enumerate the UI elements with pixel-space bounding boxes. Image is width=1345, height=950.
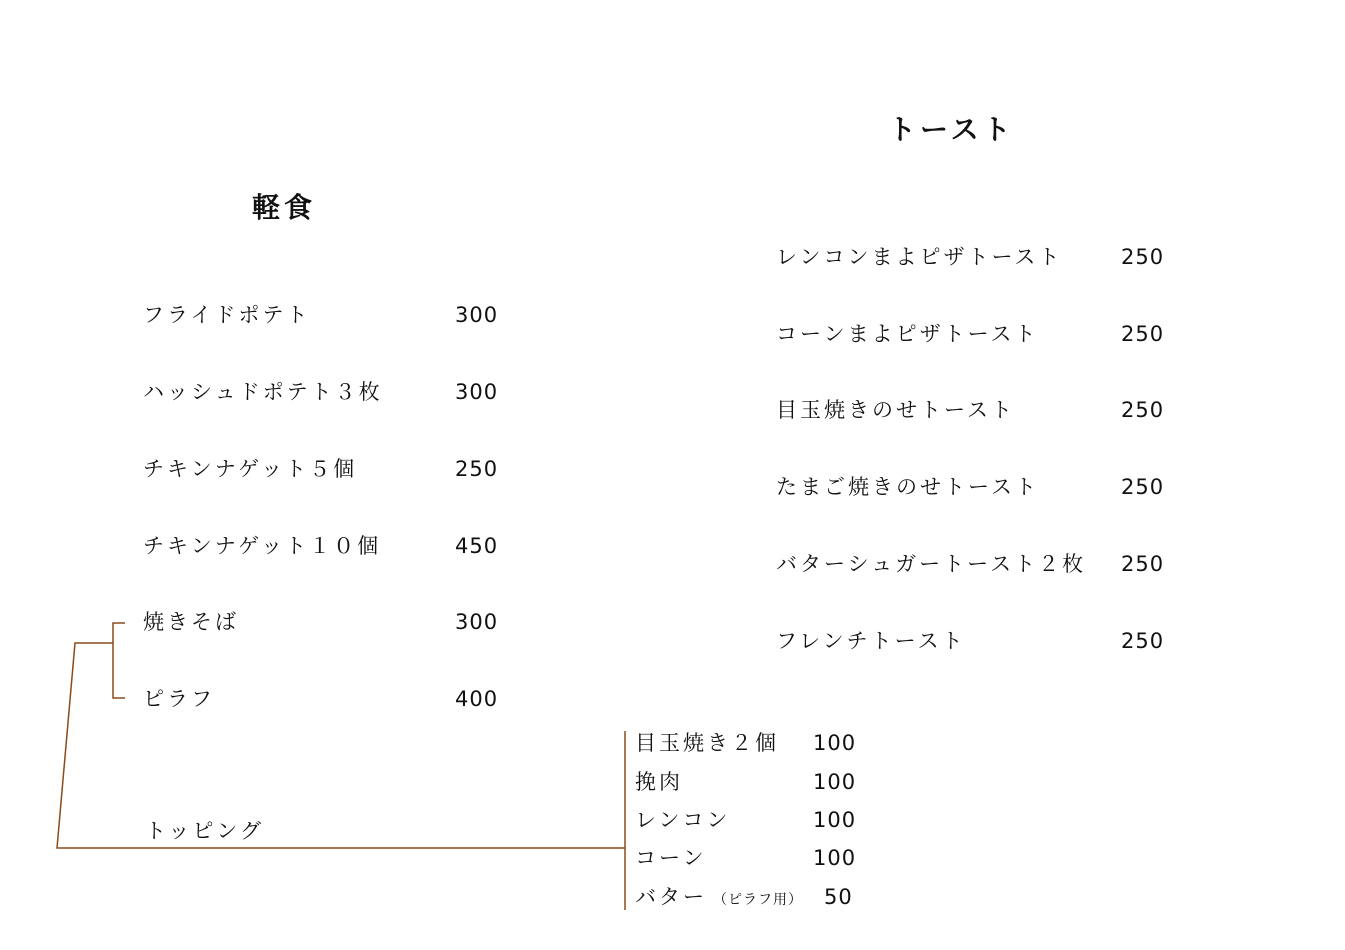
toast-item-name: コーンまよピザトースト (776, 322, 1039, 346)
toast-item-name: フレンチトースト (776, 629, 966, 653)
toast-item-price: 250 (1121, 629, 1165, 653)
light-meal-item-name: ピラフ (143, 687, 215, 711)
toast-item-price: 250 (1121, 245, 1165, 269)
topping-item-name: 挽肉 (635, 770, 683, 794)
topping-item-name: コーン (635, 846, 707, 870)
topping-item-label: バター (635, 885, 707, 909)
light-meals-heading: 軽食 (252, 191, 317, 224)
bracket-branch-line (57, 643, 625, 848)
light-meal-item-price: 300 (455, 610, 499, 634)
topping-item-price: 100 (813, 808, 857, 832)
toast-item-price: 250 (1121, 322, 1165, 346)
light-meal-item-name: フライドポテト (143, 303, 311, 327)
topping-item-name: レンコン (635, 808, 731, 832)
light-meal-item-name: チキンナゲット５個 (143, 457, 358, 481)
toast-heading: トースト (888, 113, 1015, 146)
topping-item-price: 100 (813, 770, 857, 794)
light-meal-item-price: 400 (455, 687, 499, 711)
topping-item-price: 100 (813, 846, 857, 870)
light-meal-item-price: 250 (455, 457, 499, 481)
topping-item-price: 50 (824, 885, 853, 909)
bracket-line (113, 623, 125, 698)
light-meal-item-name: チキンナゲット１０個 (143, 534, 382, 558)
toast-item-price: 250 (1121, 475, 1165, 499)
light-meal-item-name: 焼きそば (143, 610, 239, 634)
toast-item-name: 目玉焼きのせトースト (776, 398, 1015, 422)
light-meal-item-name: ハッシュドポテト３枚 (143, 380, 383, 404)
light-meal-item-price: 300 (455, 303, 499, 327)
topping-label: トッピング (145, 819, 264, 843)
connector-group (57, 623, 625, 910)
toast-item-name: バターシュガートースト２枚 (776, 552, 1087, 576)
topping-item-price: 100 (813, 731, 857, 755)
toast-item-price: 250 (1121, 398, 1165, 422)
toast-item-price: 250 (1121, 552, 1165, 576)
light-meal-item-price: 300 (455, 380, 499, 404)
topping-item-note: （ピラフ用） (713, 892, 803, 908)
toast-item-name: たまご焼きのせトースト (776, 475, 1039, 499)
topping-item-name: 目玉焼き２個 (635, 731, 779, 755)
toast-item-name: レンコンまよピザトースト (776, 245, 1063, 269)
light-meal-item-price: 450 (455, 534, 499, 558)
